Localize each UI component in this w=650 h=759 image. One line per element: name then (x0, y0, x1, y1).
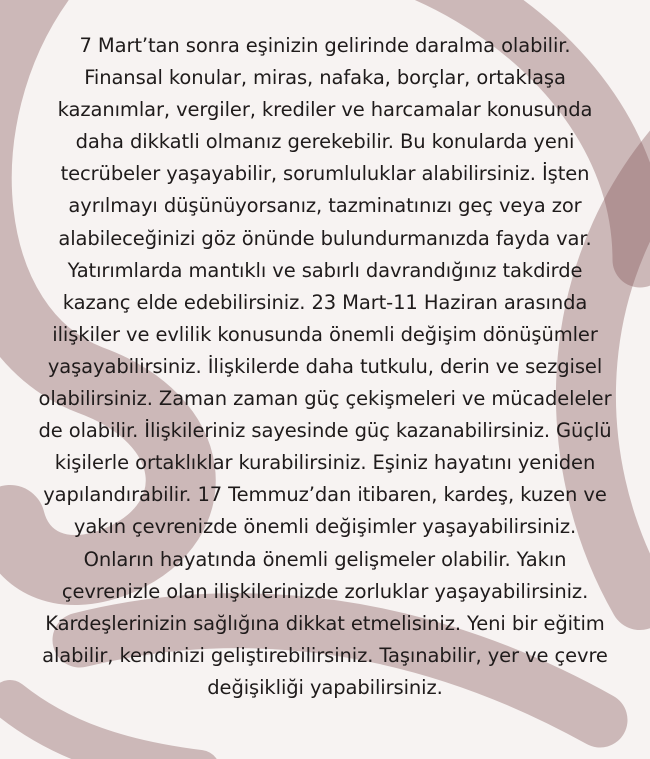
text-line: de olabilir. İlişkileriniz sayesinde güç kazanabilirsiniz. Güçlü (38, 419, 612, 443)
text-line: alabileceğinizi göz önünde bulundurmanızda fayda var. (58, 226, 592, 250)
text-line: Yatırımlarda mantıklı ve sabırlı davrandığınız takdirde (67, 258, 583, 282)
text-line: yapılandırabilir. 17 Temmuz’dan itibaren, kardeş, kuzen ve (43, 483, 607, 507)
watermark-hook (10, 700, 200, 759)
text-line: kişilerle ortaklıklar kurabilirsiniz. Eşiniz hayatını yeniden (54, 451, 596, 475)
text-line: ayrılmayı düşünüyorsanız, tazminatınızı geç veya zor (68, 194, 582, 218)
text-line: tecrübeler yaşayabilir, sorumluluklar alabilirsiniz. İşten (60, 162, 590, 186)
text-line: olabilirsiniz. Zaman zaman güç çekişmeleri ve mücadeleler (38, 387, 612, 411)
text-line: 7 Mart’tan sonra eşinizin gelirinde daralma olabilir. (79, 34, 571, 57)
text-line: Onların hayatında önemli gelişmeler olabilir. Yakın (83, 547, 567, 571)
text-line: yaşayabilirsiniz. İlişkilerde daha tutkulu, derin ve sezgisel (47, 354, 603, 378)
text-line: kazanımlar, vergiler, krediler ve harcamalar konusunda (57, 98, 593, 122)
text-line: Kardeşlerinizin sağlığına dikkat etmelisiniz. Yeni bir eğitim (45, 611, 605, 635)
horoscope-text (0, 30, 650, 704)
text-line: Finansal konular, miras, nafaka, borçlar, ortaklaşa (84, 66, 566, 90)
text-line: yakın çevrenizde önemli değişimler yaşayabilirsiniz. (73, 515, 577, 539)
text-line: çevrenizle olan ilişkilerinizde zorluklar yaşayabilirsiniz. (61, 579, 589, 603)
text-line: kazanç elde edebilirsiniz. 23 Mart-11 Haziran arasında (62, 290, 588, 314)
text-line: alabilir, kendinizi geliştirebilirsiniz. Taşınabilir, yer ve çevre (42, 643, 608, 667)
text-line: değişikliği yapabilirsiniz. (207, 675, 443, 699)
text-line: daha dikkatli olmanız gerekebilir. Bu konularda yeni (75, 130, 575, 154)
text-line: ilişkiler ve evlilik konusunda önemli değişim dönüşümler (52, 322, 598, 346)
